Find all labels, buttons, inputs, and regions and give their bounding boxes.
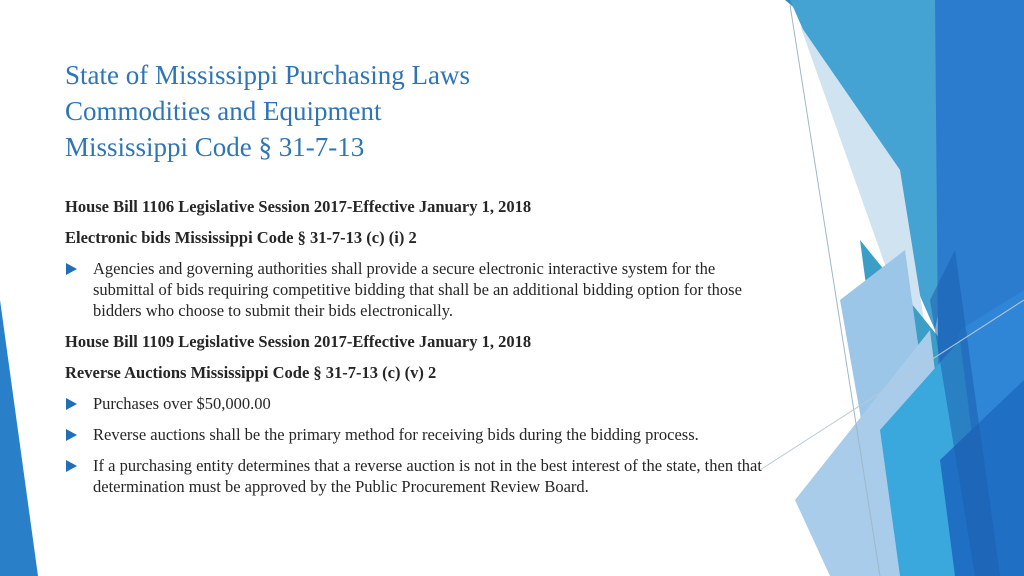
- bullet-text: Agencies and governing authorities shall provide a secure electronic interactive system for the submittal of bids requiring competitive bidding that shall be an additional bidding option for those bidders who choose to submit their bids electronically.: [93, 259, 742, 320]
- bullet-text: Reverse auctions shall be the primary method for receiving bids during the bidding process.: [93, 425, 699, 444]
- bullet-item: [65, 424, 765, 445]
- section-subheading: Electronic bids Mississippi Code § 31-7-13 (c) (i) 2: [65, 228, 417, 247]
- title-line: State of Mississippi Purchasing Laws: [65, 60, 470, 90]
- section-heading: House Bill 1109 Legislative Session 2017-Effective January 1, 2018: [65, 332, 532, 351]
- triangle-bullet-icon: [65, 398, 77, 410]
- bullet-text: Purchases over $50,000.00: [93, 394, 271, 413]
- bullet-item: [65, 393, 765, 414]
- slide-title: [65, 57, 745, 165]
- triangle-bullet-icon: [65, 429, 77, 441]
- bullet-text: If a purchasing entity determines that a reverse auction is not in the best interest of the state, then that determination must be approved by the Public Procurement Review Board.: [93, 456, 762, 496]
- slide-content: [65, 196, 765, 507]
- section-heading: House Bill 1106 Legislative Session 2017-Effective January 1, 2018: [65, 197, 532, 216]
- left-edge-shape: [0, 300, 38, 576]
- bullet-item: [65, 455, 765, 497]
- triangle-bullet-icon: [65, 263, 77, 275]
- triangle-bullet-icon: [65, 460, 77, 472]
- section-subheading: Reverse Auctions Mississippi Code § 31-7-13 (c) (v) 2: [65, 363, 437, 382]
- bullet-item: [65, 258, 765, 321]
- title-line: Mississippi Code § 31-7-13: [65, 132, 365, 162]
- title-line: Commodities and Equipment: [65, 96, 382, 126]
